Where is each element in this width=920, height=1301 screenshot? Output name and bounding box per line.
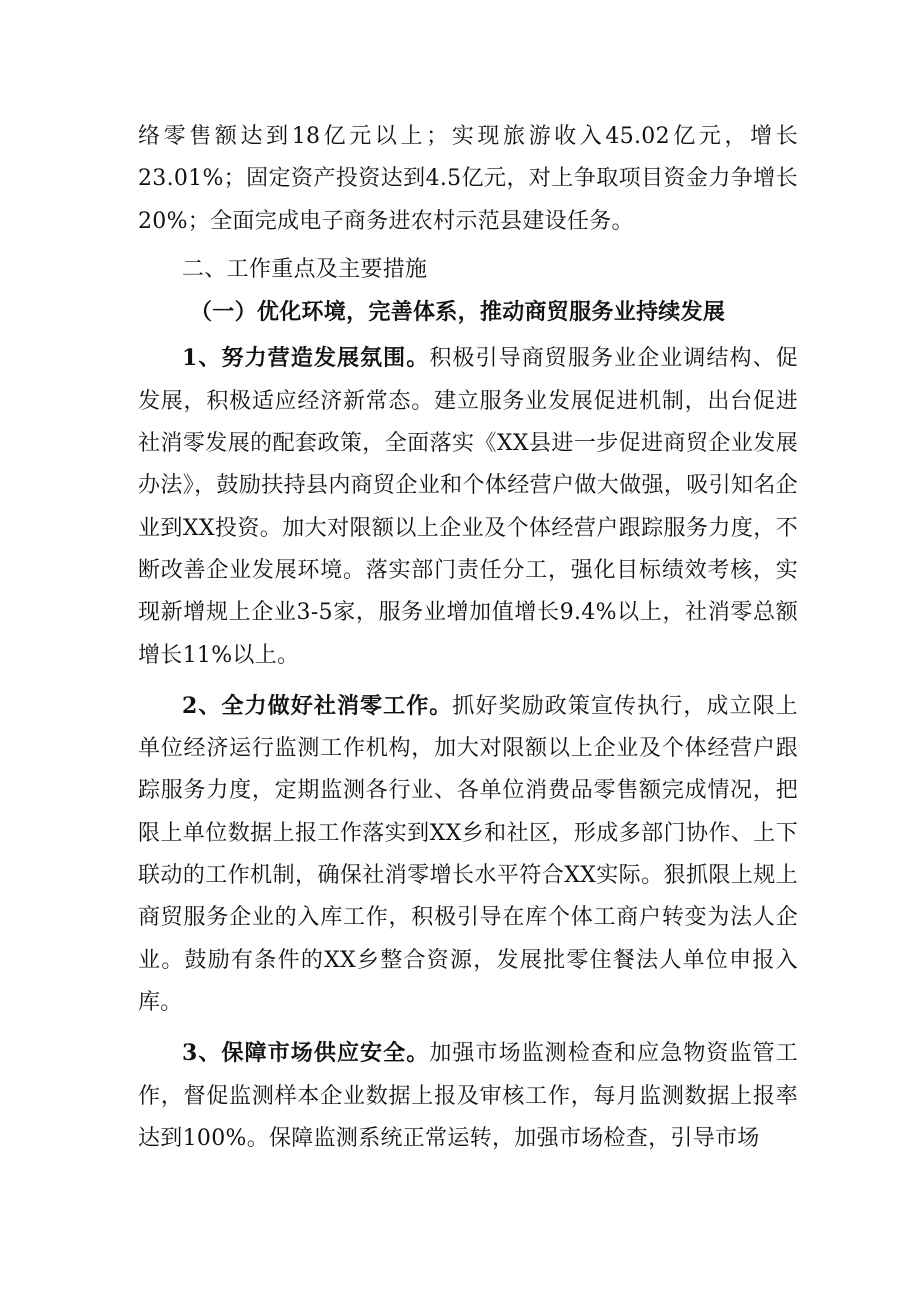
item-title: 3、保障市场供应安全。 bbox=[182, 1040, 430, 1067]
section-heading: 二、工作重点及主要措施 bbox=[182, 256, 428, 282]
item-body: 抓好奖励政策宣传执行，成立限上单位经济运行监测工作机构，加大对限额以上企业及个体经营户跟踪服务力度，定期监测各行业、各单位消费品零售额完成情况，把限上单位数据上报工作落实到XX乡和社区，形成多部门协作、上下联动的工作机制，确保社消零增长水平符合XX实际。狠抓限上规上商贸服务企业的入库工作，积极引导在库个体工商户转变为法人企业。鼓励有条件的XX乡整合资源，发展批零住餐法人单位申报入库。 bbox=[138, 693, 798, 1015]
item-title: 2、全力做好社消零工作。 bbox=[182, 692, 453, 719]
item-title: 1、努力营造发展氛围。 bbox=[182, 345, 430, 372]
document-body bbox=[138, 116, 798, 1160]
item-paragraph-2 bbox=[138, 685, 798, 1024]
section-subheading: （一）优化环境，完善体系，推动商贸服务业持续发展 bbox=[190, 299, 726, 326]
item-body: 积极引导商贸服务业企业调结构、促发展，积极适应经济新常态。建立服务业发展促进机制，出台促进社消零发展的配套政策，全面落实《XX县进一步促进商贸企业发展办法》，鼓励扶持县内商贸企业和个体经营户做大做强，吸引知名企业到XX投资。加大对限额以上企业及个体经营户跟踪服务力度，不断改善企业发展环境。落实部门责任分工，强化目标绩效考核，实现新增规上企业3-5家，服务业增加值增长9.4%以上，社消零总额增长11%以上。 bbox=[138, 346, 799, 668]
item-paragraph-1 bbox=[138, 337, 798, 676]
intro-paragraph: 络零售额达到18亿元以上；实现旅游收入45.02亿元，增长23.01%；固定资产投资达到4.5亿元，对上争取项目资金力争增长20%；全面完成电子商务进农村示范县建设任务。 bbox=[138, 124, 798, 234]
item-paragraph-3 bbox=[138, 1032, 798, 1160]
item-body: 加强市场监测检查和应急物资监管工作，督促监测样本企业数据上报及审核工作，每月监测数据上报率达到100%。保障监测系统正常运转，加强市场检查，引导市场 bbox=[138, 1041, 799, 1151]
